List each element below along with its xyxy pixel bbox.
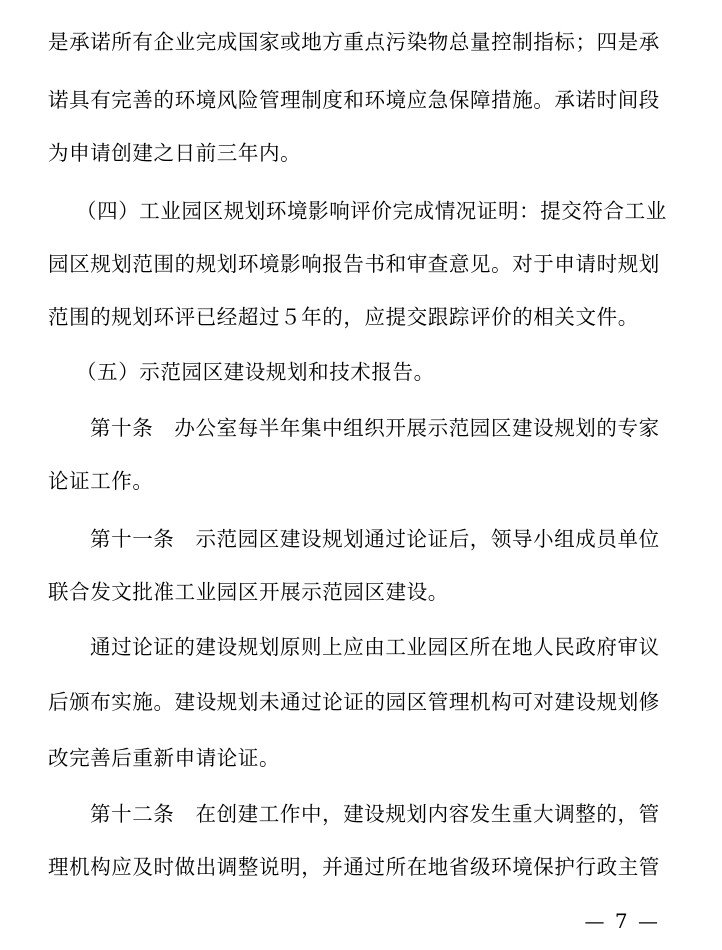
paragraph-1-line-2: 诺具有完善的环境风险管理制度和环境应急保障措施。承诺时间段 xyxy=(48,88,660,112)
paragraph-6-line-1: 通过论证的建设规划原则上应由工业园区所在地人民政府审议 xyxy=(90,635,660,659)
page-number: — 7 — xyxy=(584,909,660,933)
article-10-line-1: 第十条 办公室每半年集中组织开展示范园区建设规划的专家 xyxy=(90,416,660,440)
paragraph-6-line-2: 后颁布实施。建设规划未通过论证的园区管理机构可对建设规划修 xyxy=(48,690,660,714)
paragraph-1-line-3: 为申请创建之日前三年内。 xyxy=(48,141,302,165)
paragraph-2-line-3: 范围的规划环评已经超过５年的，应提交跟踪评价的相关文件。 xyxy=(48,305,639,329)
article-11-line-2: 联合发文批准工业园区开展示范园区建设。 xyxy=(48,580,449,604)
article-10-line-2: 论证工作。 xyxy=(48,469,154,493)
paragraph-6-line-3: 改完善后重新申请论证。 xyxy=(48,746,281,770)
paragraph-1-line-1: 是承诺所有企业完成国家或地方重点污染物总量控制指标；四是承 xyxy=(48,30,660,54)
paragraph-2-line-2: 园区规划范围的规划环境影响报告书和审查意见。对于申请时规划 xyxy=(48,252,660,276)
article-12-line-1: 第十二条 在创建工作中，建设规划内容发生重大调整的，管 xyxy=(90,802,660,826)
paragraph-2-line-1: （四）工业园区规划环境影响评价完成情况证明：提交符合工业 xyxy=(76,199,667,223)
article-12-line-2: 理机构应及时做出调整说明，并通过所在地省级环境保护行政主管 xyxy=(48,855,660,879)
paragraph-3-line-1: （五）示范园区建设规划和技术报告。 xyxy=(76,360,435,384)
article-11-line-1: 第十一条 示范园区建设规划通过论证后，领导小组成员单位 xyxy=(90,527,660,551)
